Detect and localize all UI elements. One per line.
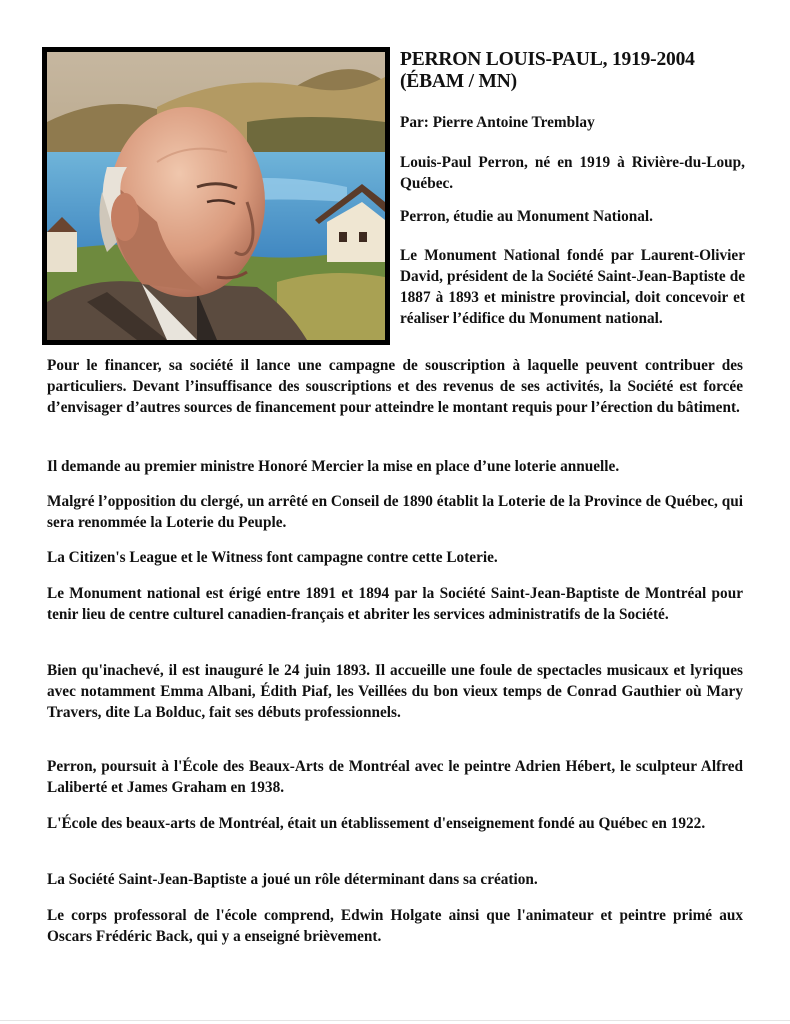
ecole-beaux-arts-study-paragraph: Perron, poursuit à l'École des Beaux-Arts de Montréal avec le peintre Adrien Hébert, le sculpteur Alfred Laliberté et James Graham en 1938. (47, 758, 743, 796)
inauguration-paragraph: Bien qu'inachevé, il est inauguré le 24 juin 1893. Il accueille une foule de spectacles musicaux et lyriques avec notamment Emma Albani, Édith Piaf, les Veillées du bon vieux temps de Conrad Gauthier où Mary Travers, dite La Bolduc, fait ses débuts professionnels. (47, 662, 743, 721)
lottery-decree-paragraph: Malgré l’opposition du clergé, un arrêté en Conseil de 1890 établit la Loterie de la Province de Québec, qui sera renommée la Loterie du Peuple. (47, 493, 743, 531)
artist-portrait-photo (42, 47, 390, 345)
ssjb-role-paragraph: La Société Saint-Jean-Baptiste a joué un rôle déterminant dans sa création. (47, 871, 538, 888)
page-bottom-edge (0, 1020, 790, 1021)
study-paragraph: Perron, étudie au Monument National. (400, 208, 653, 225)
portrait-image (47, 52, 385, 340)
opposition-paragraph: La Citizen's League et le Witness font campagne contre cette Loterie. (47, 549, 498, 566)
faculty-paragraph: Le corps professoral de l'école comprend, Edwin Holgate ainsi que l'animateur et peintre primé aux Oscars Frédéric Back, qui y a enseigné brièvement. (47, 907, 743, 945)
ecole-founding-paragraph: L'École des beaux-arts de Montréal, était un établissement d'enseignement fondé au Québec en 1922. (47, 815, 706, 832)
author-line: Par: Pierre Antoine Tremblay (400, 114, 595, 131)
construction-paragraph: Le Monument national est érigé entre 1891 et 1894 par la Société Saint-Jean-Baptiste de Montréal pour tenir lieu de centre culturel canadien-français et abriter les services administratifs de la Société. (47, 585, 743, 623)
lottery-request-paragraph: Il demande au premier ministre Honoré Mercier la mise en place d’une loterie annuelle. (47, 458, 620, 475)
document-title: PERRON LOUIS-PAUL, 1919-2004 (ÉBAM / MN) (400, 49, 695, 92)
financing-paragraph: Pour le financer, sa société il lance une campagne de souscription à laquelle peuvent contribuer des particuliers. Devant l’insuffisance des souscriptions et des revenus de ses activités, la Société est forcée d’envisager d’autres sources de financement pour atteindre le montant requis pour l’érection du bâtiment. (47, 357, 743, 416)
birth-paragraph: Louis-Paul Perron, né en 1919 à Rivière-du-Loup, Québec. (400, 154, 745, 192)
monument-paragraph: Le Monument National fondé par Laurent-Olivier David, président de la Société Saint-Jean-Baptiste de 1887 à 1893 et ministre provincial, doit concevoir et réaliser l’édifice du Monument national. (400, 247, 745, 327)
